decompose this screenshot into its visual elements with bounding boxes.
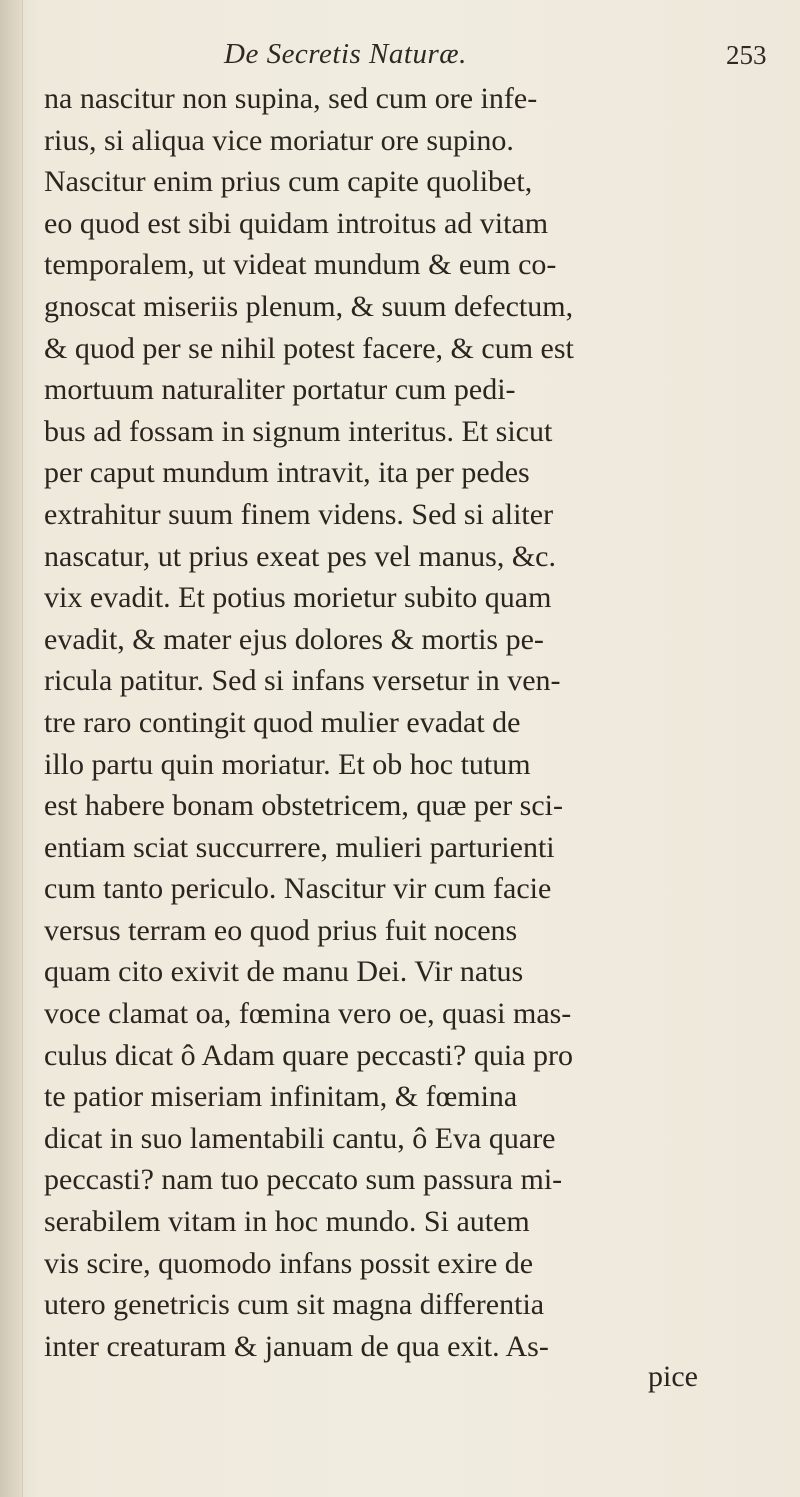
page-number: 253 bbox=[726, 40, 767, 70]
body-text bbox=[44, 78, 764, 1367]
text-line: tre raro contingit quod mulier evadat de bbox=[44, 705, 521, 739]
catchword: pice bbox=[648, 1360, 698, 1393]
text-line: nascatur, ut prius exeat pes vel manus, &c. bbox=[44, 539, 556, 573]
text-line: te patior miseriam infinitam, & fœmina bbox=[44, 1080, 518, 1114]
text-line: vix evadit. Et potius morietur subito quam bbox=[44, 581, 552, 615]
text-line: culus dicat ô Adam quare peccasti? quia pro bbox=[44, 1038, 573, 1072]
text-line: temporalem, ut videat mundum & eum co- bbox=[44, 248, 557, 282]
text-line: Nascitur enim prius cum capite quolibet, bbox=[44, 165, 533, 199]
text-line: serabilem vitam in hoc mundo. Si autem bbox=[44, 1205, 530, 1239]
text-line: peccasti? nam tuo peccato sum passura mi- bbox=[44, 1163, 563, 1197]
text-line: eo quod est sibi quidam introitus ad vitam bbox=[44, 206, 549, 240]
text-line: gnoscat miseriis plenum, & suum defectum, bbox=[44, 289, 574, 323]
text-line: ricula patitur. Sed si infans versetur in ven- bbox=[44, 664, 561, 698]
text-line: per caput mundum intravit, ita per pedes bbox=[44, 456, 530, 490]
text-line: entiam sciat succurrere, mulieri parturienti bbox=[44, 830, 555, 864]
text-line: quam cito exivit de manu Dei. Vir natus bbox=[44, 955, 524, 989]
text-line: inter creaturam & januam de qua exit. As- bbox=[44, 1329, 549, 1363]
text-line: mortuum naturaliter portatur cum pedi- bbox=[44, 373, 516, 407]
text-line: versus terram eo quod prius fuit nocens bbox=[44, 913, 518, 947]
text-line: na nascitur non supina, sed cum ore infe- bbox=[44, 82, 538, 115]
text-line: voce clamat oa, fœmina vero oe, quasi mas- bbox=[44, 997, 572, 1031]
text-line: dicat in suo lamentabili cantu, ô Eva quare bbox=[44, 1121, 556, 1155]
text-line: vis scire, quomodo infans possit exire de bbox=[44, 1246, 534, 1280]
text-line: est habere bonam obstetricem, quæ per sci- bbox=[44, 789, 563, 823]
text-line: extrahitur suum finem videns. Sed si aliter bbox=[44, 497, 554, 531]
text-line: utero genetricis cum sit magna differentia bbox=[44, 1288, 545, 1322]
text-line: evadit, & mater ejus dolores & mortis pe- bbox=[44, 622, 544, 656]
text-line: cum tanto periculo. Nascitur vir cum facie bbox=[44, 872, 552, 906]
page-header bbox=[0, 38, 800, 78]
text-line: rius, si aliqua vice moriatur ore supino. bbox=[44, 123, 514, 157]
text-line: illo partu quin moriatur. Et ob hoc tutum bbox=[44, 747, 531, 781]
running-title: De Secretis Naturæ. bbox=[224, 38, 467, 70]
page-gutter bbox=[0, 0, 23, 1497]
text-line: & quod per se nihil potest facere, & cum est bbox=[44, 331, 574, 365]
text-line: bus ad fossam in signum interitus. Et sicut bbox=[44, 414, 553, 448]
